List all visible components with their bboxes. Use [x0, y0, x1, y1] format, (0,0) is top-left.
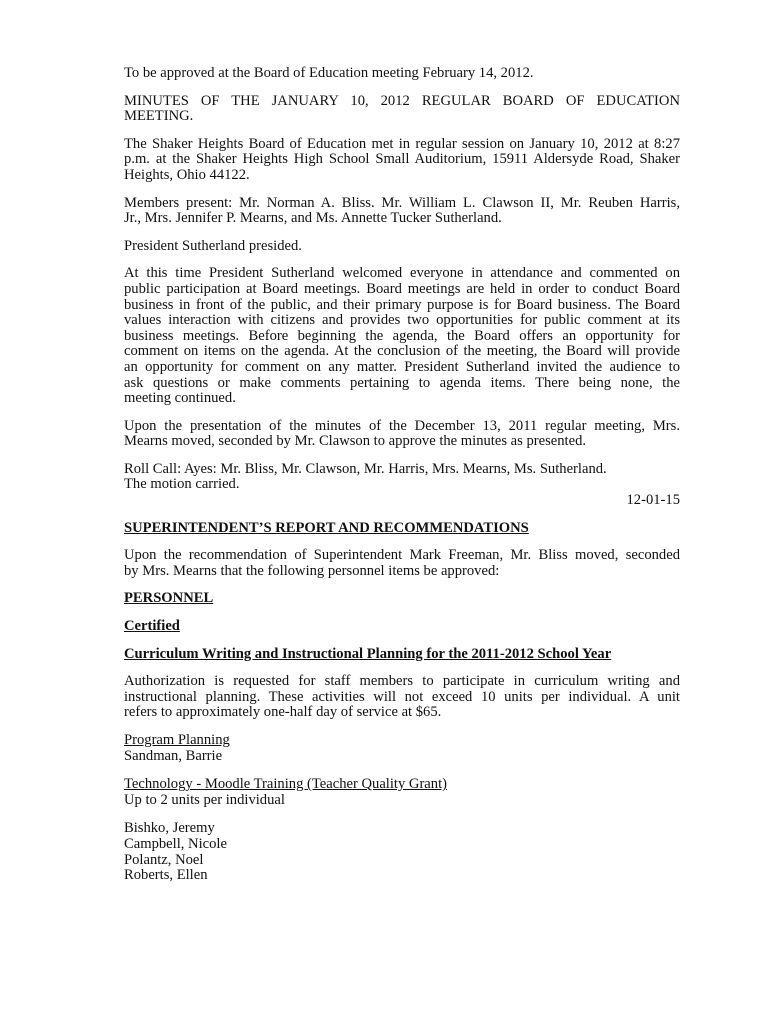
welcome-line: public participation at Board meetings. Board meetings are held in order to conduct Board: [124, 280, 680, 297]
welcome-line: comment on items on the agenda. At the conclusion of the meeting, the Board will provide: [124, 343, 680, 360]
list-item: Roberts, Ellen: [124, 867, 208, 884]
technology-units: Up to 2 units per individual: [124, 791, 285, 808]
authorization-paragraph: [124, 674, 680, 721]
document-page: [124, 66, 680, 884]
welcome-line: an opportunity for comment on any matter. President Sutherland invited the audience to: [124, 358, 680, 375]
list-item: Polantz, Noel: [124, 851, 204, 868]
recommendation-line: by Mrs. Mearns that the following personnel items be approved:: [124, 562, 500, 579]
approval-note: [124, 66, 680, 82]
recommendation-line: Upon the recommendation of Superintendent Mark Freeman, Mr. Bliss moved, seconded: [124, 547, 680, 564]
technology-label: Technology - Moodle Training (Teacher Quality Grant): [124, 776, 447, 793]
curriculum-heading: Curriculum Writing and Instructional Planning for the 2011-2012 School Year: [124, 645, 612, 662]
technology-names-list: [124, 821, 680, 883]
welcome-line: meeting continued.: [124, 390, 236, 407]
minutes-title-line: MINUTES OF THE JANUARY 10, 2012 REGULAR BOARD OF EDUCATION: [124, 92, 680, 109]
superintendent-heading: SUPERINTENDENT’S REPORT AND RECOMMENDATIONS: [124, 519, 529, 536]
minutes-title-line: MEETING.: [124, 108, 194, 125]
welcome-line: values interaction with citizens and provides two opportunities for public comment at its: [124, 312, 680, 329]
session-line: p.m. at the Shaker Heights High School Small Auditorium, 15911 Aldersyde Road, Shaker: [124, 151, 680, 168]
authorization-line: refers to approximately one-half day of service at $65.: [124, 704, 442, 721]
welcome-line: ask questions or make comments pertaining to agenda items. There being none, the: [124, 374, 680, 391]
roll-call-paragraph: [124, 462, 680, 509]
personnel-heading: PERSONNEL: [124, 590, 214, 607]
session-line: Heights, Ohio 44122.: [124, 166, 250, 183]
roll-call-text: Roll Call: Ayes: Mr. Bliss, Mr. Clawson, Mr. Harris, Mrs. Mearns, Ms. Sutherland.: [124, 460, 607, 477]
welcome-line: business meetings. Before beginning the agenda, the Board offers an opportunity for: [124, 327, 680, 344]
minutes-approval-line: Mearns moved, seconded by Mr. Clawson to approve the minutes as presented.: [124, 433, 587, 450]
list-item: Campbell, Nicole: [124, 835, 227, 852]
program-planning-block: [124, 733, 680, 764]
session-line: The Shaker Heights Board of Education met in regular session on January 10, 2012 at 8:27: [124, 135, 680, 152]
members-paragraph: [124, 196, 680, 227]
technology-block: [124, 777, 680, 808]
members-line: Members present: Mr. Norman A. Bliss. Mr. William L. Clawson II, Mr. Reuben Harris,: [124, 194, 680, 211]
welcome-line: At this time President Sutherland welcomed everyone in attendance and commented on: [124, 265, 680, 282]
program-planning-label: Program Planning: [124, 732, 230, 748]
approval-note-text: To be approved at the Board of Education meeting February 14, 2012.: [124, 65, 534, 81]
motion-carried-text: The motion carried.: [124, 476, 240, 493]
list-item: Bishko, Jeremy: [124, 820, 215, 837]
authorization-line: Authorization is requested for staff members to participate in curriculum writing and: [124, 673, 680, 690]
minutes-title: [124, 94, 680, 125]
members-line: Jr., Mrs. Jennifer P. Mearns, and Ms. Annette Tucker Sutherland.: [124, 210, 502, 227]
minutes-approval-paragraph: [124, 419, 680, 450]
authorization-line: instructional planning. These activities will not exceed 10 units per individual. A unit: [124, 688, 680, 705]
presided-paragraph: [124, 239, 680, 255]
presided-text: President Sutherland presided.: [124, 237, 302, 254]
recommendation-paragraph: [124, 548, 680, 579]
minutes-approval-line: Upon the presentation of the minutes of the December 13, 2011 regular meeting, Mrs.: [124, 417, 680, 434]
certified-heading: Certified: [124, 618, 180, 635]
session-paragraph: [124, 137, 680, 184]
program-planning-name: Sandman, Barrie: [124, 747, 223, 764]
welcome-paragraph: [124, 266, 680, 406]
welcome-line: business in front of the public, and their primary purpose is for Board business. The Board: [124, 296, 680, 313]
resolution-number: 12-01-15: [626, 492, 680, 509]
